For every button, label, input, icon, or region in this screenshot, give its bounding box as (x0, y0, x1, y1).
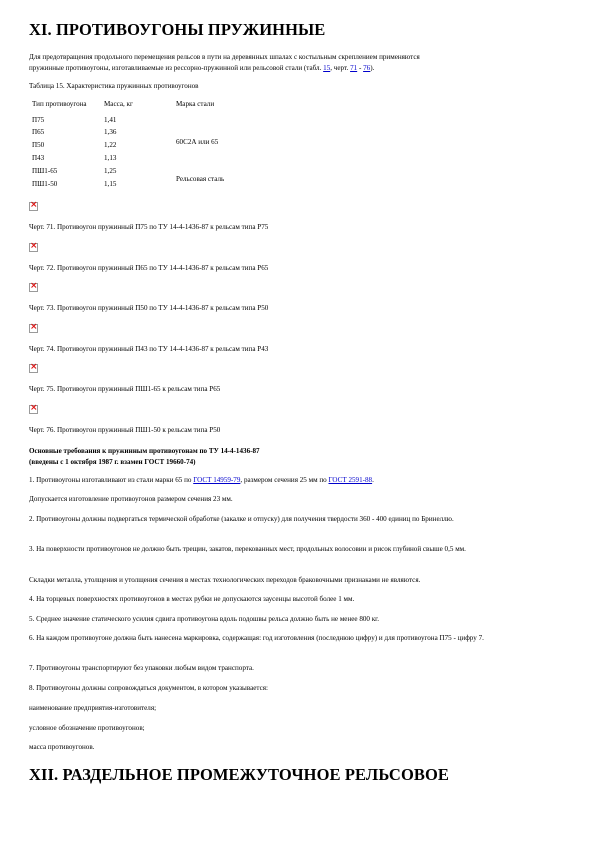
table-15-link[interactable]: 15 (323, 64, 331, 72)
table-cell-mass: 1,13 (104, 154, 117, 162)
table-cell-type: ПШ1-50 (32, 180, 58, 188)
broken-image-icon (29, 324, 38, 333)
intro-paragraph (29, 52, 420, 74)
figure-caption: Черт. 76. Противоугон пружинный ПШ1-50 к рельсам типа Р50 (29, 426, 221, 434)
requirement-8-item: наименование предприятия-изготовителя; (29, 704, 157, 712)
requirement-7: 7. Противоугоны транспортируют без упаковки любым видом транспорта. (29, 664, 254, 672)
section-11-heading: XI. ПРОТИВОУГОНЫ ПРУЖИННЫЕ (29, 20, 326, 39)
requirement-8-item: условное обозначение противоугонов; (29, 724, 145, 732)
requirement-2: 2. Противоугоны должны подвергаться термической обработке (закалке и отпуску) для получения твердости 360 - 400 единиц по Бринеллю. (29, 515, 454, 523)
section-12-heading: XII. РАЗДЕЛЬНОЕ ПРОМЕЖУТОЧНОЕ РЕЛЬСОВОЕ (29, 765, 450, 784)
broken-image-icon (29, 364, 38, 373)
table-cell-steel: Рельсовая сталь (176, 175, 225, 183)
table-cell-mass: 1,15 (104, 180, 117, 188)
table-cell-mass: 1,22 (104, 141, 117, 149)
broken-image-icon (29, 202, 38, 211)
intro-text-fig: , черт. (330, 64, 351, 72)
figure-caption: Черт. 74. Противоугон пружинный П43 по ТУ 14-4-1436-87 к рельсам типа Р43 (29, 345, 269, 353)
table-cell-type: П43 (32, 154, 45, 162)
table-cell-mass: 1,36 (104, 128, 117, 136)
intro-line-2 (29, 63, 420, 74)
table-15-caption: Таблица 15. Характеристика пружинных противоугонов (29, 82, 199, 90)
requirement-5: 5. Среднее значение статического усилия сдвига противоугона вдоль подошвы рельса должно быть не менее 800 кг. (29, 615, 380, 623)
gost-14959-link[interactable]: ГОСТ 14959-79 (193, 476, 241, 484)
gost-2591-link[interactable]: ГОСТ 2591-88 (328, 476, 373, 484)
table-header-steel: Марка стали (176, 100, 215, 108)
table-header-type: Тип противоугона (32, 100, 87, 108)
table-header-mass: Масса, кг (104, 100, 133, 108)
requirement-3: 3. На поверхности противоугонов не должно быть трещин, закатов, перекованных мест, продольных волосовин и рисок глубиной свыше 0,5 мм. (29, 545, 466, 553)
broken-image-icon (29, 405, 38, 414)
table-cell-type: П65 (32, 128, 45, 136)
table-cell-steel: 60С2А или 65 (176, 138, 219, 146)
requirement-8-item: масса противоугонов. (29, 743, 95, 751)
requirement-1 (29, 475, 374, 486)
figure-71-link[interactable]: 71 (350, 64, 358, 72)
table-cell-type: П50 (32, 141, 45, 149)
requirement-1-text: 1. Противоугоны изготавливают из стали марки 65 по (29, 476, 194, 484)
intro-end: ). (370, 64, 375, 72)
requirements-title (29, 446, 260, 468)
figure-caption: Черт. 71. Противоугон пружинный П75 по ТУ 14-4-1436-87 к рельсам типа Р75 (29, 223, 269, 231)
table-cell-type: П75 (32, 116, 45, 124)
requirement-1-end: . (372, 476, 374, 484)
table-cell-type: ПШ1-65 (32, 167, 58, 175)
table-cell-mass: 1,41 (104, 116, 117, 124)
intro-dash: - (357, 64, 364, 72)
requirement-6: 6. На каждом противоугоне должна быть нанесена маркировка, содержащая: год изготовления (последнюю цифру) и для противоугона П75 - цифру 7. (29, 634, 484, 642)
figure-76-link[interactable]: 76 (363, 64, 371, 72)
requirements-title-line-2: (введены с 1 октября 1987 г. взамен ГОСТ 19660-74) (29, 458, 196, 466)
requirement-1-note: Допускается изготовление противоугонов размером сечения 23 мм. (29, 495, 233, 503)
intro-line-1: Для предотвращения продольного перемещения рельсов в пути на деревянных шпалах с костыльным скреплением применяются (29, 53, 420, 61)
figure-caption: Черт. 75. Противоугон пружинный ПШ1-65 к рельсам типа Р65 (29, 385, 221, 393)
requirement-8: 8. Противоугоны должны сопровождаться документом, в котором указывается: (29, 684, 268, 692)
requirement-3-note: Складки металла, утолщения и утолщения сечения в местах технологических переходов браковочными признаками не являются. (29, 576, 421, 584)
requirements-title-line-1: Основные требования к пружинным противоугонам по ТУ 14-4-1436-87 (29, 447, 260, 455)
requirement-4: 4. На торцевых поверхностях противоугонов в местах рубки не допускаются заусенцы высотой более 1 мм. (29, 595, 355, 603)
figure-caption: Черт. 72. Противоугон пружинный П65 по ТУ 14-4-1436-87 к рельсам типа Р65 (29, 264, 269, 272)
requirement-1-text-2: , размером сечения 25 мм по (240, 476, 329, 484)
broken-image-icon (29, 283, 38, 292)
broken-image-icon (29, 243, 38, 252)
table-cell-mass: 1,25 (104, 167, 117, 175)
intro-text: пружинные противоугоны, изготавливаемые из рессорно-пружинной или рельсовой стали (табл. (29, 64, 324, 72)
figure-caption: Черт. 73. Противоугон пружинный П50 по ТУ 14-4-1436-87 к рельсам типа Р50 (29, 304, 269, 312)
